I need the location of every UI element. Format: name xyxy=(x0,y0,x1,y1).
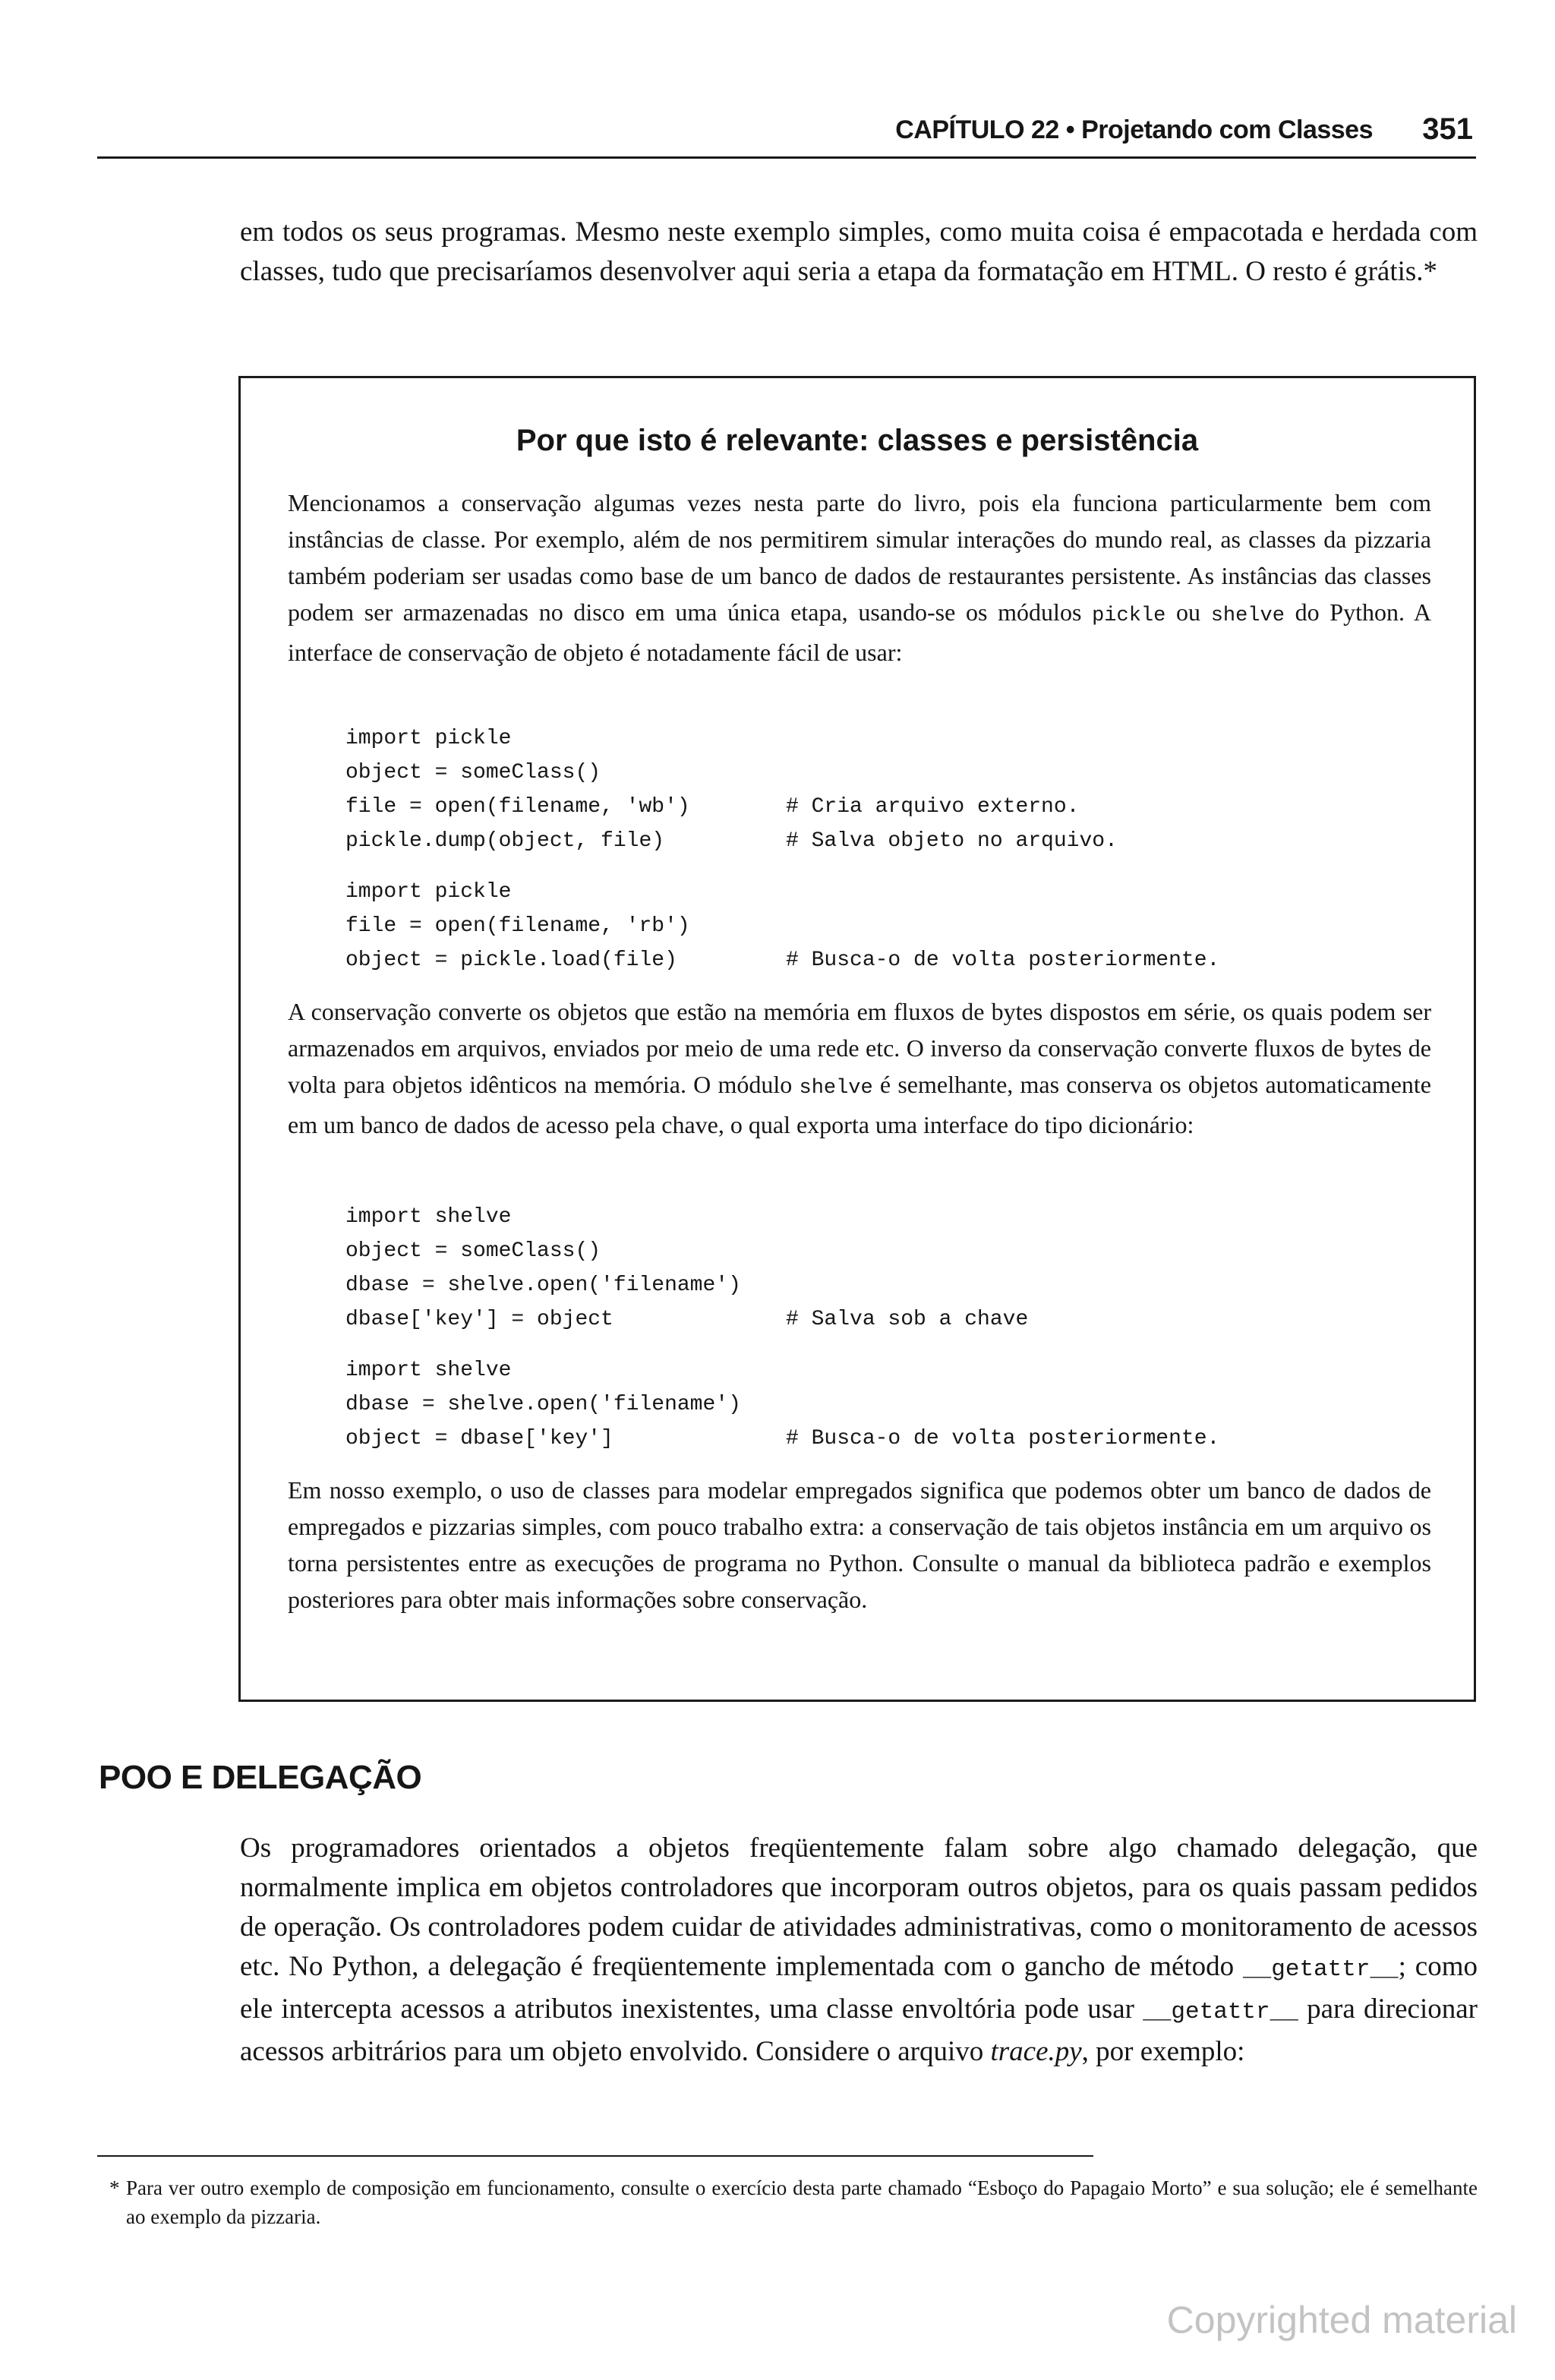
inline-code-shelve: shelve xyxy=(1210,604,1285,627)
section-heading: POO E DELEGAÇÃO xyxy=(99,1759,422,1796)
code-line: object = pickle.load(file) # Busca-o de volta posteriormente. xyxy=(345,949,1220,972)
code-block-pickle-dump xyxy=(345,721,1439,858)
code-line: object = dbase['key'] # Busca-o de volta posteriormente. xyxy=(345,1427,1220,1450)
code-block-shelve-store xyxy=(345,1200,1439,1337)
sidebar-paragraph-1: Mencionamos a conservação algumas vezes nesta parte do livro, pois ela funciona particularmente bem com instâncias de classe. Por exemplo, além de nos permitirem simular interações do mundo real, as classes da pizzaria também poderiam ser usadas como base de um banco de dados de restaurantes persistente. As instâncias das classes podem ser armazenadas no disco em uma única etapa, usando-se os módulos pickle ou shelve do Python. A interface de conservação de objeto é notadamente fácil de usar: xyxy=(288,489,1432,666)
sidebar-paragraph-2: A conservação converte os objetos que estão na memória em fluxos de bytes dispostos em série, os quais podem ser armazenados em arquivos, enviados por meio de uma rede etc. O inverso da conservação converte fluxos de bytes de volta para objetos idênticos na memória. O módulo shelve é semelhante, mas conserva os objetos automaticamente em um banco de dados de acesso pela chave, o qual exporta uma interface do tipo dicionário: xyxy=(288,998,1432,1138)
code-line: import shelve xyxy=(345,1205,512,1229)
copyright-watermark: Copyrighted material xyxy=(1166,2299,1517,2341)
inline-code-shelve: shelve xyxy=(799,1077,873,1100)
intro-paragraph: em todos os seus programas. Mesmo neste exemplo simples, como muita coisa é empacotada e herdada com classes, tudo que precisaríamos desenvolver aqui seria a etapa da formatação em HTML. O resto é grátis.* xyxy=(240,216,1478,287)
footnote-divider xyxy=(97,2155,1093,2157)
delegation-paragraph: Os programadores orientados a objetos freqüentemente falam sobre algo chamado delegação, que normalmente implica em objetos controladores que incorporam outros objetos, para os quais passam pedidos de operação. Os controladores podem cuidar de atividades administrativas, como o monitoramento de acessos etc. No Python, a delegação é freqüentemente implementada com o gancho de método __getattr__; como ele intercepta acessos a atributos inexistentes, uma classe envoltória pode usar __getattr__ para direcionar acessos arbitrários para um objeto envolvido. Considere o arquivo trace.py, por exemplo: xyxy=(240,1832,1478,2067)
running-header xyxy=(97,114,1476,159)
inline-code-getattr: __getattr__ xyxy=(1243,1956,1399,1983)
code-line: dbase = shelve.open('filename') xyxy=(345,1274,741,1297)
code-line: object = someClass() xyxy=(345,1239,601,1263)
footnote: * Para ver outro exemplo de composição em funcionamento, consulte o exercício desta parte chamado “Esboço do Papagaio Morto” e sua solução; ele é semelhante ao exemplo da pizzaria. xyxy=(126,2173,1478,2231)
code-line: object = someClass() xyxy=(345,761,601,784)
code-block-pickle-load xyxy=(345,875,1439,977)
chapter-title: CAPÍTULO 22 • Projetando com Classes xyxy=(895,115,1373,144)
sidebar-paragraph-3: Em nosso exemplo, o uso de classes para modelar empregados significa que podemos obter um banco de dados de empregados e pizzarias simples, com pouco trabalho extra: a conservação de tais objetos instância em um arquivo os torna persistentes entre as execuções de programa no Python. Consulte o manual da biblioteca padrão e exemplos posteriores para obter mais informações sobre conservação. xyxy=(288,1476,1431,1613)
code-block-shelve-fetch xyxy=(345,1353,1439,1456)
code-line: import pickle xyxy=(345,727,512,750)
page-number: 351 xyxy=(1422,112,1473,146)
code-line: import pickle xyxy=(345,880,512,904)
inline-code-pickle: pickle xyxy=(1092,604,1166,627)
code-line: dbase['key'] = object # Salva sob a chave xyxy=(345,1308,1029,1331)
sidebar-box xyxy=(238,376,1476,1702)
code-line: file = open(filename, 'rb') xyxy=(345,914,690,938)
code-line: pickle.dump(object, file) # Salva objeto no arquivo. xyxy=(345,829,1118,853)
code-line: dbase = shelve.open('filename') xyxy=(345,1393,741,1416)
code-line: import shelve xyxy=(345,1359,512,1382)
sidebar-title: Por que isto é relevante: classes e persistência xyxy=(516,424,1199,457)
inline-code-getattr: __getattr__ xyxy=(1143,1999,1298,2025)
code-line: file = open(filename, 'wb') # Cria arquivo externo. xyxy=(345,795,1080,819)
footnote-mark: * xyxy=(109,2176,120,2199)
file-name-italic: trace.py xyxy=(990,2036,1082,2067)
